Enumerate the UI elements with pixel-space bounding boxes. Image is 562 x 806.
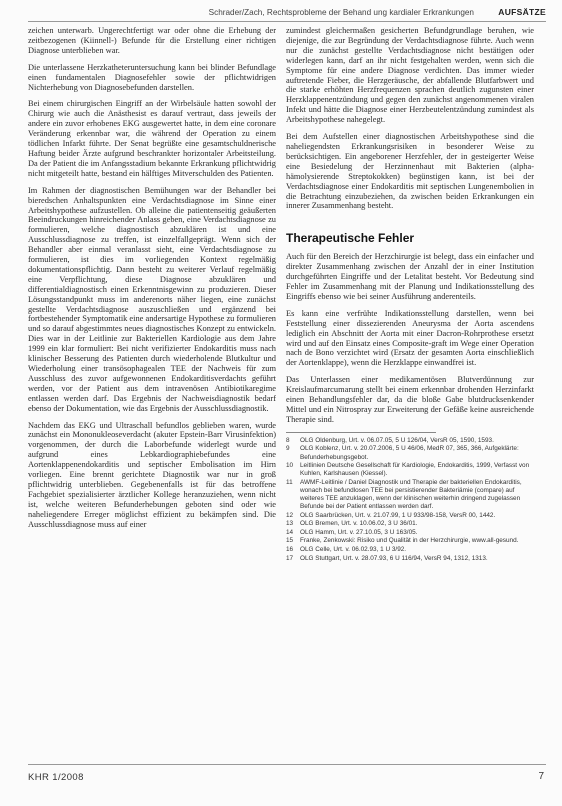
section-label: AUFSÄTZE [498, 7, 546, 17]
footnote: 13 OLG Bremen, Urt. v. 10.06.02, 3 U 36/01. [286, 520, 418, 528]
running-title: Schrader/Zach, Rechtsprobleme der Behand ung kardialer Erkrankungen [208, 8, 474, 17]
footnote: 16 OLG Celle, Urt. v. 06.02.93, 1 U 3/92. [286, 546, 407, 554]
header-rule [28, 21, 546, 22]
footer-rule [28, 764, 546, 765]
footnote: 10 Leitlinien Deutsche Gesellschaft für Kardiologie, Endokarditis, 1999, Verfasst von Kuhlen, Karlshausen (Kiessel). [286, 462, 530, 478]
page-footer [0, 760, 562, 806]
paragraph: Im Rahmen der diagnostischen Bemühungen war der Behandler bei bieredschen Anhaltspunkten eine Verdachtsdiagnose im Sinne einer Arbeitshypothese aufzustellen. Ob alleine die patientenseitig geäußerten Beeindruckungen hinreichender Anlass geben, eine Verdachtsdiagnose zu formulieren, welche diagnostisch abzuklären ist und eine Ausschlussdiagnose zu treffen, ist einzelfallgeprägt. Wenn sich der Behandler aber einmal veranlasst sieht, eine Verdachtsdiagnose zu formulieren, ist dies im vorliegenden Kontext regelmäßig dokumentationspflichtig. Dann besteht zu weiterer Verlauf regelmäßig eine Verpflichtung, diese Diagnose abzuklären und differentialdiagnostisch einen Erkenntnisgewinn zu produzieren. Dieser Lösungsstandpunkt muss im anderenorts näher liegen, eine zunächst gestellte Verdachtsdiagnose auszuschließen und ergänzend bei fortbestehender Symptomatik eine andersartige Hypothese zu formulieren und so darauf abgestimmtes neues diagnostisches Konzept zu entwickeln. Dies war in der Leitlinie zur Bakteriellen Kardiologie aus dem Jahre 1999 ein klar formuliert: Bei nicht verifizierter Endokarditis muss nach klinischer Besserung des Patienten durch wiederholende Blutkultur und Wiederholung einer transösophagealen TEE der Nachweis für zum Ausschluss des zuvor aufgewonnenen Endokarditisverdachts geführt werden, vor der Patient aus dem intravenösen Antibiotikaregime entlassen werden darf. Das Ergebnis der Nachweisdiagnostik bedarf ebenso der Dokumentation, wie das Ergebnis der Ausschlussdiagnostik. [28, 185, 276, 413]
paragraph: Bei dem Aufstellen einer diagnostischen Arbeitshypothese sind die naheliegendsten Erkrankungsrisiken in besonderer Weise zu berücksichtigen. Ein angeborener Herzfehler, der in gesteigerter Weise eine Besiedelung der Herzinnenhaut mit Bakterien (alpha-hämolysierende Streptokokken) begünstigen kann, ist bei der Verdachtsdiagnose einer Endokarditis mit septischen Lungenembolien in die Betrachtung einzubeziehen, da zwischen beiden Erkrankungen ein innerer Zusammenhang besteht. [286, 132, 534, 211]
footnote: 12 OLG Saarbrücken, Urt. v. 21.07.99, 1 U 933/98-158, VersR 00, 1442. [286, 511, 496, 519]
paragraph: zeichen unterwarb. Ungerechtfertigt war oder ohne die Erhebung der zeitbezogenen (Kiinnell-) Befunde für die Erstellung einer richtigen Diagnose unterblieben war. [28, 26, 276, 55]
footnote: 11 AWMF-Leitlinie / Daniel Diagnostik und Therapie der bakteriellen Endokarditis, wonach bei befundlosen TEE bei persistierender Bakteriämie (compare) auf weiteres TEE anzuklagen, wenn der klinischen weiterhin dringend zugelassen Befunde bei der Patient entlassen werden darf. [286, 478, 522, 511]
page-header [0, 0, 562, 22]
right-column [286, 26, 534, 756]
paragraph: Das Unterlassen einer medikamentösen Blutverdünnung zur Kreislaufmarcumarung stellt bei einem erkennbar drohenden Herzinfarkt einen Behandlungsfehler dar, da die bloße Gabe blutdrucksenkender Mittel und ein Nitrospray zur Erweiterung der Gefäße keine ausreichende Therapie sind. [286, 375, 534, 424]
footnote: 14 OLG Hamm, Urt. v. 27.10.05, 3 U 163/05. [286, 528, 418, 536]
page-number: 7 [538, 771, 544, 782]
footnote: 17 OLG Stuttgart, Urt. v. 28.07.93, 6 U 116/94, VersR 94, 1312, 1313. [286, 554, 488, 562]
footnote-rule [286, 432, 436, 433]
section-heading: Therapeutische Fehler [286, 231, 415, 246]
paragraph: zumindest gleichermaßen gesicherten Befundgrundlage beruhen, wie diejenige, die zur Begründung der Verdachtsdiagnose führte. Auch wenn nur die zunächst gestellte Verdachtsdiagnose nicht bestätigen oder widerlegen kann, darf an ihr nicht festgehalten werden, wenn sich die Symptome für eine andere Diagnose verdichten. Das immer wieder auftretende Fieber, die Herzgeräusche, der abfallende Blutfarbwert und die starke erhöhten Herzfrequenzen sprachen deutlich zugunsten einer Herzklappenentzündung und gegen den zunächst angenommenen viralen Infekt und hätte die Diagnose einer Herzbeutelentzündung zumindest als Arbeitshypothese nahegelegt. [286, 26, 534, 125]
paragraph: Die unterlassene Herzkatheteruntersuchung kann bei blinder Befundlage einen fundamentalen Diagnosefehler sowie der pflichtwidrigen Nichterhebung von Diagnosebefunden darstellen. [28, 62, 276, 92]
paragraph: Bei einem chirurgischen Eingriff an der Wirbelsäule hatten sowohl der Chirurg wie auch die Anästhesist es darauf vertraut, dass jeweils der andere ein zuvor erhobenes EKG ausgewertet hatte, in dem eine coronare Veränderung erkennbar war, die während der Operation zu einem tödlichen Infarkt führte. Der Senat begrüßte eine gesamtschuldnerische Haftung beider Ärzte aufgrund beschrankter horizontaler Arbeitsteilung. Da der Patient die im Anfangsstadium bekannte Erkrankung pflichtwidrig nicht mitgeteilt hatte, bestand ein hälftiges Mitverschulden des Patienten. [28, 99, 276, 178]
footnote: 9 OLG Koblenz, Urt. v. 20.07.2006, 5 U 46/06, MedR 07, 365, 366, Aufgeklärte: Befunderhebungsgebot. [286, 445, 519, 461]
paragraph: Nachdem das EKG und Ultraschall befundlos geblieben waren, wurde zunächst ein Mononukleoseverdacht (akuter Epstein-Barr Virusinfektion) vorgenommen, der durch die Laborbefunde widerlegt wurde und aufgrund eines Lebkardiographiebefundes eine Aortenklappenendokarditis und septischer Embolisation im Hirn vorliegen. Eine brennt gerichtete Diagnostik war nur in groß pflichtwidrig unterblieben. Gegebenenfalls ist für das betroffene Fachgebiet spezialisierter ärztlicher Kollege heranzuziehen, wenn nicht ist, welche weiteren Befunderhebungen geboten sind oder wie naheliegendere Erreger möglichst effizient zu bekämpfen sind. Die Ausschlussdiagnose muss auf einer [28, 420, 276, 529]
footnote: 15 Franke, Zenkowski: Risiko und Qualität in der Herzchirurgie, www.all-gesund. [286, 537, 519, 545]
footnote: 8 OLG Oldenburg, Urt. v. 06.07.05, 5 U 126/04, VersR 05, 1590, 1593. [286, 436, 494, 444]
journal-issue: KHR 1/2008 [28, 772, 84, 783]
left-column [28, 26, 276, 756]
paragraph: Es kann eine verfrühte Indikationsstellung darstellen, wenn bei Feststellung einer dissezierenden Aneurysma der Aorta ascendens lediglich ein Abschnitt der Aorta mit einer Dacron-Rohrprothese ersetzt wird und auf den Einsatz eines Composite-graft im Wege einer Operation nach de Bono verzichtet wird (Ersatz der gesamten Aorta einschließlich der Aortenklappe), wenn die Herzklappe einwandfrei ist. [286, 308, 534, 368]
paragraph: Auch für den Bereich der Herzchirurgie ist belegt, dass ein einfacher und direkter Zusammenhang zwischen der Anzahl der in einer Institution durchgeführten Eingriffe und der Letalitat besteht. Vor Bedeutung sind Fehler im Zusammenhang mit der Planung und Indikationsstellung des Eingriffs ebenso wie bei seiner Ausführung anderenteils. [286, 252, 534, 301]
